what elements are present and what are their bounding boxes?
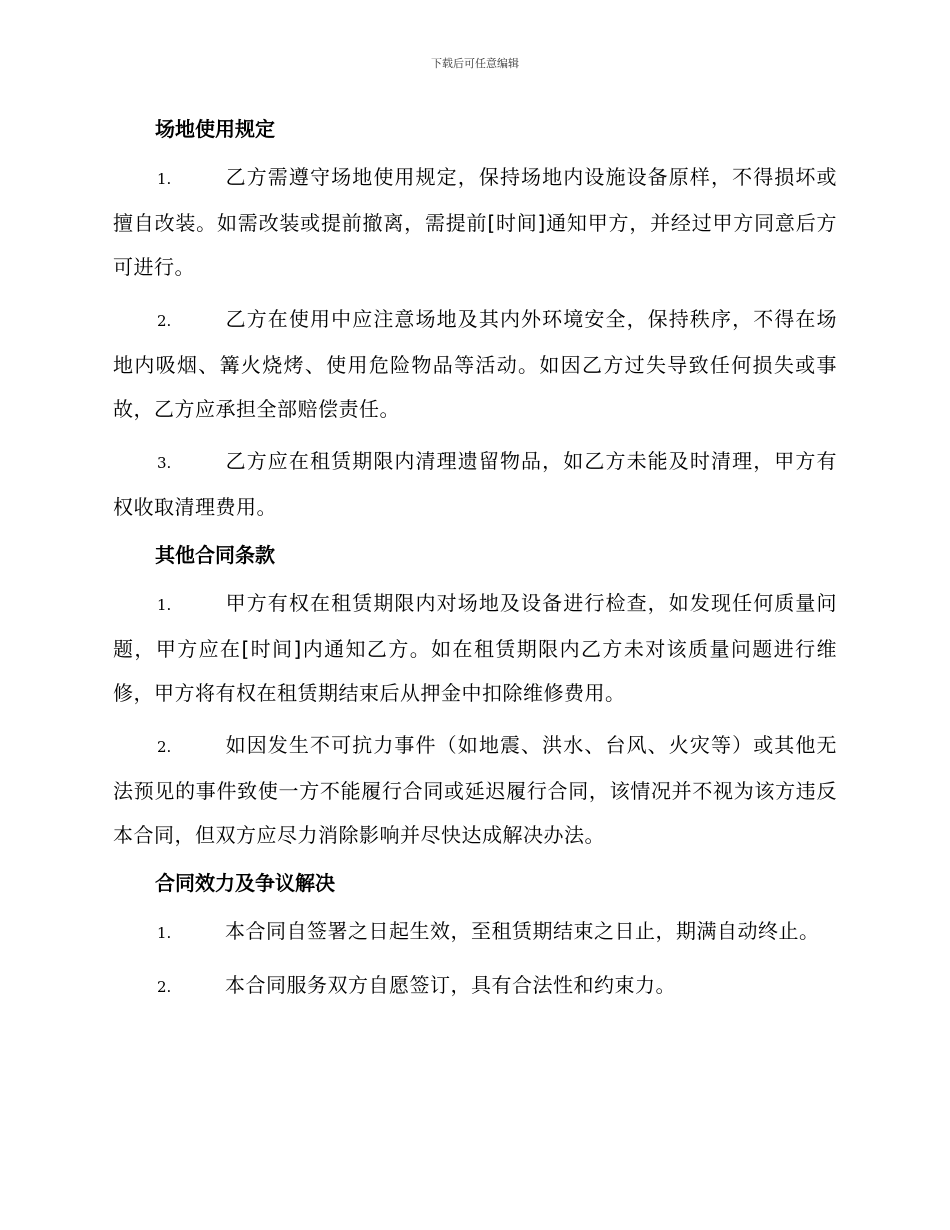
clause <box>113 723 837 857</box>
clause-number: 2. <box>157 738 172 756</box>
clause-text: 本合同自签署之日起生效，至租赁期结束之日止，期满自动终止。 <box>225 919 820 943</box>
clause-text: 如因发生不可抗力事件（如地震、洪水、台风、火灾等）或其他无法预见的事件致使一方不能履行合同或延迟履行合同，该情况并不视为该方违反本合同，但双方应尽力消除影响并尽快达成解决办法。 <box>113 733 837 847</box>
clause-number: 3. <box>157 454 172 472</box>
clause-text: 本合同服务双方自愿签订，具有合法性和约束力。 <box>225 973 676 997</box>
clause <box>113 297 837 431</box>
clause <box>113 439 837 529</box>
document-body <box>113 111 837 1017</box>
clause-text: 乙方应在租赁期限内清理遗留物品，如乙方未能及时清理，甲方有权收取清理费用。 <box>113 449 837 519</box>
clause-number: 1. <box>157 596 172 614</box>
clause-text: 甲方有权在租赁期限内对场地及设备进行检查，如发现任何质量问题，甲方应在[时间]内通知乙方。如在租赁期限内乙方未对该质量问题进行维修，甲方将有权在租赁期结束后从押金中扣除维修费用。 <box>113 591 837 705</box>
page-header-note: 下载后可任意编辑 <box>431 57 519 70</box>
clause <box>113 155 837 289</box>
clause <box>113 909 837 955</box>
clause <box>113 581 837 715</box>
clause <box>113 963 837 1009</box>
section-validity-disputes <box>113 865 837 1009</box>
clause-text: 乙方需遵守场地使用规定，保持场地内设施设备原样，不得损坏或擅自改装。如需改装或提前撤离，需提前[时间]通知甲方，并经过甲方同意后方可进行。 <box>113 165 837 279</box>
clause-number: 1. <box>157 170 172 188</box>
clause-number: 2. <box>157 312 172 330</box>
section-heading: 场地使用规定 <box>155 117 275 141</box>
section-heading: 合同效力及争议解决 <box>155 871 335 895</box>
clause-text: 乙方在使用中应注意场地及其内外环境安全，保持秩序，不得在场地内吸烟、篝火烧烤、使用危险物品等活动。如因乙方过失导致任何损失或事故，乙方应承担全部赔偿责任。 <box>113 307 837 421</box>
section-venue-rules <box>113 111 837 529</box>
section-other-terms <box>113 537 837 857</box>
clause-number: 2. <box>157 978 172 996</box>
clause-number: 1. <box>157 924 172 942</box>
section-heading: 其他合同条款 <box>155 543 275 567</box>
